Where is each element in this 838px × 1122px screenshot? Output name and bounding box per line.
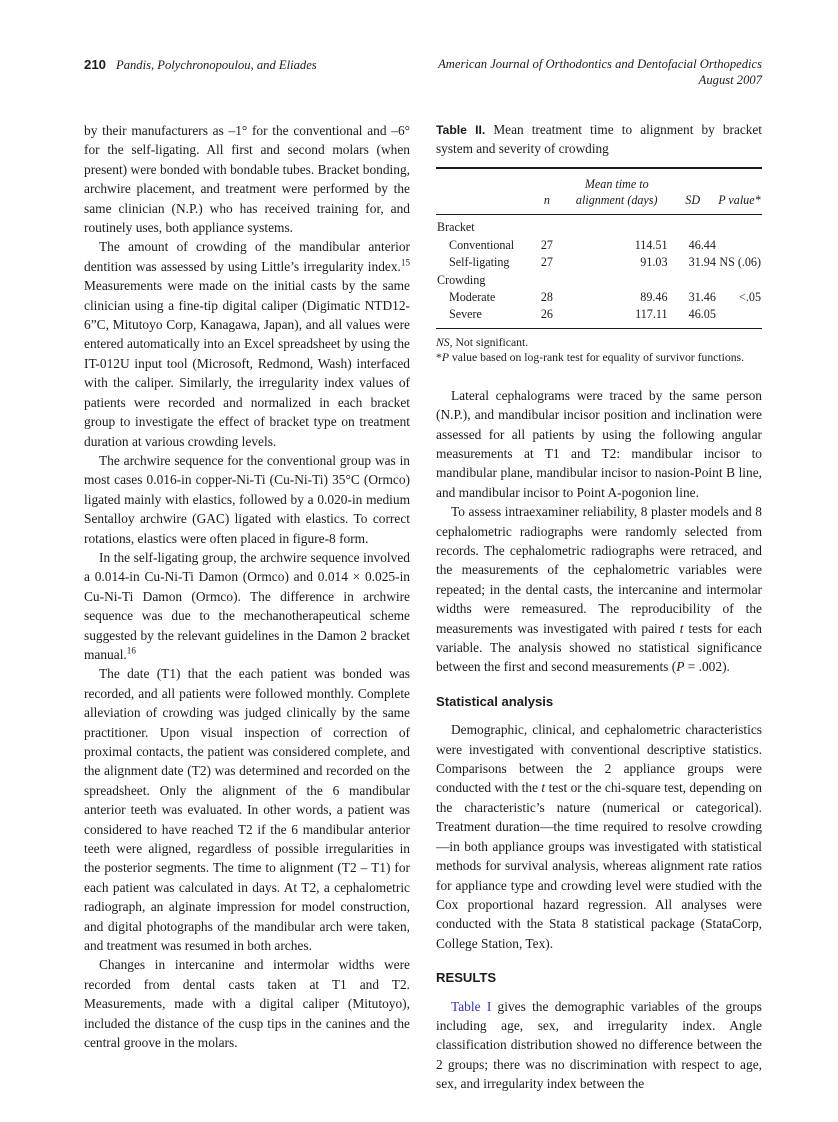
table-ii-footnotes [436, 335, 762, 366]
table-row-bracket-group: Bracket [437, 220, 475, 235]
footnote-p-value: *P value based on log-rank test for equality of survivor functions. [436, 351, 745, 365]
paragraph: The date (T1) that the each patient was bonded was recorded, and all patients were followed monthly. Complete alleviation of crowding was judged clinically by the same practitioner. Upon visual inspection of correction of proximal contacts, the patient was considered complete, and the alignment date (T2) was determined and recorded on the spreadsheet. Only the alignment of the 6 mandibular anterior teeth was evaluated. In other words, a patient was considered to have reached T2 if the 6 mandibular anterior teeth were aligned, regardless of possible irregularities in the posterior segments. The time to alignment (T2 – T1) for each patient was calculated in days. At T2, a cephalometric radiograph, an alginate impression for model construction, and digital photographs of the mandibular arch were taken, and treatment was resumed in both arches. [84, 666, 410, 954]
running-authors: Pandis, Polychronopoulou, and Eliades [116, 58, 317, 72]
table-ii [436, 121, 762, 366]
table-ii-grid [436, 167, 762, 329]
journal-issue-date: August 2007 [698, 72, 762, 87]
table-row-crowding-group: Crowding [437, 272, 486, 287]
page-body-columns [84, 121, 762, 1094]
table-row-moderate: Moderate 28 89.46 31.46 <.05 [449, 289, 761, 304]
page-number: 210 [84, 57, 107, 72]
column-header-p-value: P value* [718, 193, 761, 208]
paragraph: Demographic, clinical, and cephalometric characteristics were investigated with conventional descriptive statistics. Comparisons between the 2 appliance groups were conducted with the t test or the chi-square test, depending on the characteristic’s nature (numerical or categorical). Treatment duration—the time required to resolve crowding—in both appliance groups was investigated with statistical methods for survival analysis, whereas alignment rate ratios for appliance type and crowding level were studied with the Cox proportional hazard regression. All analyses were conducted with the Stata 8 statistical package (StataCorp, College Station, Tex). [436, 722, 762, 951]
footnote-ns: NS, Not significant. [436, 335, 529, 349]
table-ii-header [436, 168, 762, 215]
paragraph: by their manufacturers as –1° for the conventional and –6° for the self-ligating. All first and second molars (when present) were bonded with bondable tubes. Bracket bonding, archwire placement, and treatment were performed by the same clinician (N.P.) who has received training for, and routinely uses, both appliance systems. [84, 123, 410, 236]
column-header-sd: SD [685, 193, 701, 208]
column-header-blank [436, 168, 529, 215]
running-header [84, 57, 762, 88]
journal-title: American Journal of Orthodontics and Dentofacial Orthopedics [438, 57, 762, 71]
paragraph: In the self-ligating group, the archwire sequence involved a 0.014-in Cu-Ni-Ti Damon (Ormco) and 0.014 × 0.025-in Cu-Ni-Ti Damon (Ormco). The difference in archwire sequence was due to the mechanotherapeutical scheme suggested by the relevant guidelines in the Damon 2 bracket manual.$^{16}$ [84, 549, 410, 662]
running-header-left [84, 57, 317, 74]
table-row-self-ligating: Self-ligating 27 91.03 31.94 NS (.06) [449, 255, 761, 270]
left-column [84, 121, 410, 1094]
table-row-severe: Severe 26 117.11 46.05 [449, 307, 716, 322]
paragraph: The amount of crowding of the mandibular anterior dentition was assessed by using Little’s irregularity index.$^{15}$ Measurements were made on the initial casts by the same clinician using a fine-tip digital caliper (Digimatic NTD12-6”C, Mitutoyo Corp, Kanagawa, Japan), and all values were entered automatically into an Excel spreadsheet by using the IT-012U input tool (Microsoft, Redmond, Wash) interfaced with the caliper. Similarly, the irregularity index values of patients were recorded and normalized in each bracket group to investigate the effect of bracket type on treatment duration at various crowding levels. [84, 239, 410, 449]
column-header-n: n [543, 193, 550, 208]
paragraph: Changes in intercanine and intermolar widths were recorded from dental casts taken at T1 and T2. Measurements, made with a digital caliper (Mitutoyo), included the distance of the cusp tips in the canines and the central groove in the molars. [84, 957, 410, 1051]
table-i-link[interactable]: Table I [451, 998, 492, 1014]
heading-results: RESULTS [436, 970, 497, 986]
heading-statistical-analysis: Statistical analysis [436, 693, 554, 709]
running-header-right [438, 57, 762, 88]
table-ii-body [436, 215, 762, 328]
column-header-mean-time: Mean time to alignment (days) [575, 177, 658, 208]
table-ii-caption-label: Table II. [436, 123, 486, 137]
table-ii-caption-text: Mean treatment time to alignment by bracket system and severity of crowding [436, 122, 762, 156]
paragraph: The archwire sequence for the conventional group was in most cases 0.016-in copper-Ni-Ti (Cu-Ni-Ti) 35°C (Ormco) ligated mainly with elastics, followed by a 0.020-in medium Sentalloy archwire (GAC) ligated with elastics. To correct rotations, elastics were often placed in figure-8 form. [84, 452, 410, 546]
right-column [436, 121, 762, 1094]
table-row-conventional: Conventional 27 114.51 46.44 [449, 237, 716, 252]
paragraph: Table I gives the demographic variables of the groups including age, sex, and irregularity index. Angle classification distribution showed no difference between the 2 groups; there was no discrimination with respect to age, sex, and irregularity index between the [436, 998, 762, 1092]
paragraph: To assess intraexaminer reliability, 8 plaster models and 8 cephalometric radiographs were randomly selected from records. The cephalometric radiographs were retraced, and the measurements of the cephalometric variables were repeated; in the dental casts, the intercanine and intermolar widths were remeasured. The reproducibility of the measurements was investigated with paired t tests for each variable. The analysis showed no statistical significance between the first and second measurements (P = .002). [436, 504, 762, 675]
paragraph: Lateral cephalograms were traced by the same person (N.P.), and mandibular incisor position and inclination were assessed for all patients by using the following angular measurements at T1 and T2: mandibular incisor to mandibular plane, mandibular incisor to nasion-Point B line, and mandibular incisor to Point A-pogonion line. [436, 387, 762, 500]
table-ii-caption [436, 121, 762, 158]
